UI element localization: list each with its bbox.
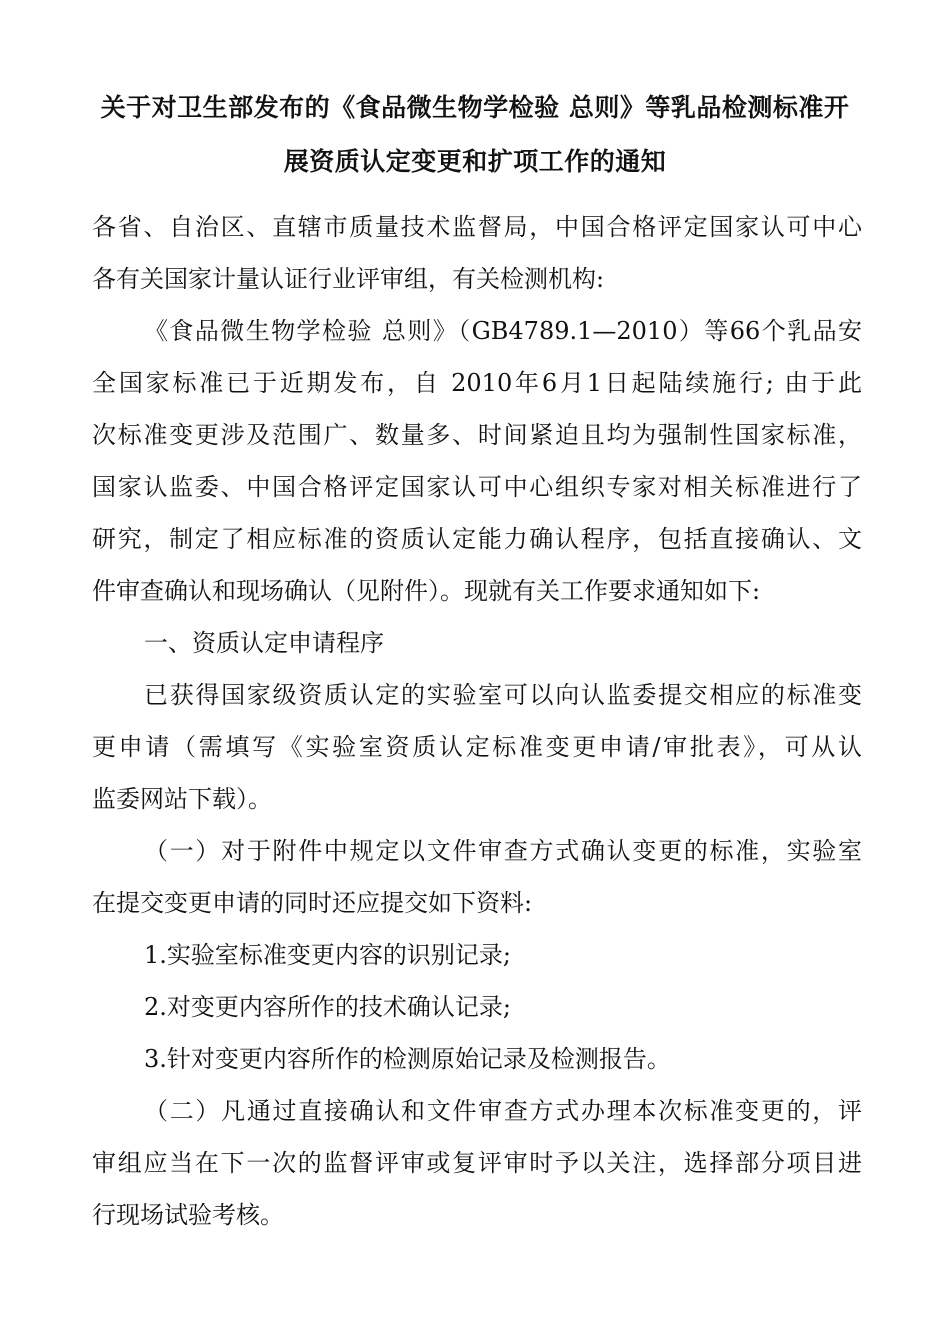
paragraph-line: 件审查确认和现场确认（见附件）。现就有关工作要求通知如下: <box>92 577 761 605</box>
document-title-line-1: 关于对卫生部发布的《食品微生物学检验 总则》等乳品检测标准开 <box>100 93 850 122</box>
list-item: 3.针对变更内容所作的检测原始记录及检测报告。 <box>144 1045 671 1073</box>
addressee-line-1: 各省、自治区、直辖市质量技术监督局，中国合格评定国家认可中心 <box>92 213 862 241</box>
paragraph-line: （一）对于附件中规定以文件审查方式确认变更的标准，实验室 <box>144 837 862 865</box>
paragraph-line: 国家认监委、中国合格评定国家认可中心组织专家对相关标准进行了 <box>92 473 862 501</box>
paragraph-line: 《食品微生物学检验 总则》（GB4789.1—2010）等66个乳品安 <box>144 317 862 345</box>
paragraph-line: 审组应当在下一次的监督评审或复评审时予以关注，选择部分项目进 <box>92 1149 862 1177</box>
paragraph-line: 更申请（需填写《实验室资质认定标准变更申请/审批表》，可从认 <box>92 733 862 761</box>
paragraph-line: （二）凡通过直接确认和文件审查方式办理本次标准变更的，评 <box>144 1097 862 1125</box>
paragraph-line: 次标准变更涉及范围广、数量多、时间紧迫且均为强制性国家标准， <box>92 421 862 449</box>
document-title-line-2: 展资质认定变更和扩项工作的通知 <box>283 147 667 176</box>
list-item: 1.实验室标准变更内容的识别记录; <box>144 941 511 969</box>
paragraph-line: 全国家标准已于近期发布，自 2010年6月1日起陆续施行; 由于此 <box>92 369 862 397</box>
addressee-line-2: 各有关国家计量认证行业评审组，有关检测机构: <box>92 265 605 293</box>
paragraph-line: 在提交变更申请的同时还应提交如下资料: <box>92 889 533 917</box>
paragraph-line: 行现场试验考核。 <box>92 1201 284 1229</box>
paragraph-line: 已获得国家级资质认定的实验室可以向认监委提交相应的标准变 <box>144 681 862 709</box>
paragraph-line: 监委网站下载）。 <box>92 785 272 813</box>
section-heading: 一、资质认定申请程序 <box>144 629 384 657</box>
paragraph-line: 研究，制定了相应标准的资质认定能力确认程序，包括直接确认、文 <box>92 525 862 553</box>
list-item: 2.对变更内容所作的技术确认记录; <box>144 993 511 1021</box>
